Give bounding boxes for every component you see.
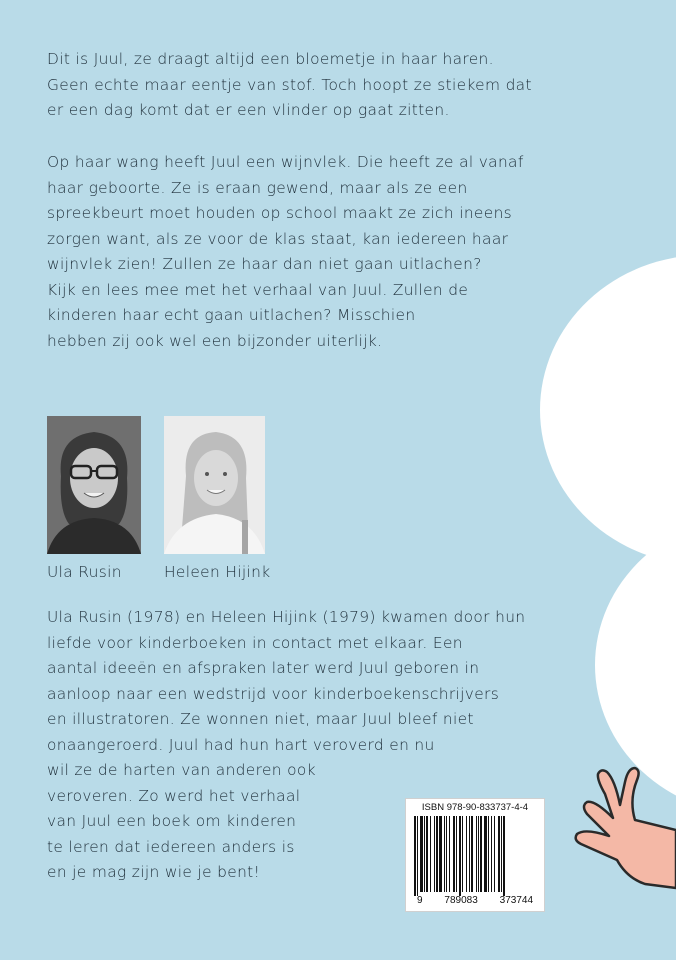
blurb-paragraph: Dit is Juul, ze draagt altijd een bloemetje in haar haren. Geen echte maar eentje van stof. Toch hoopt ze stiekem dat er een dag komt dat er een vlinder op gaat zitten. — [47, 50, 532, 119]
barcode-bar — [436, 816, 438, 892]
barcode-bar — [494, 816, 495, 892]
barcode-digit-group: 789083 — [444, 895, 478, 906]
blurb-paragraph: Op haar wang heeft Juul een wijnvlek. Die heeft ze al vanaf haar geboorte. Ze is eraan gewend, maar als ze een spreekbeurt moet houden op school maakt ze zich ineens zorgen want, als ze voor de klas staat, kan iedereen haar wijnvlek zien! Zullen ze haar dan niet gaan uitlachen? Kijk en lees mee met het verhaal van Juul. Zullen de kinderen haar echt gaan uitlachen? Misschien hebben zij ook wel een bijzonder uiterlijk. — [47, 153, 524, 350]
barcode-bar — [444, 816, 445, 892]
barcode-bar — [420, 816, 423, 892]
barcode-bar — [484, 816, 487, 892]
author-photo-ula-rusin — [47, 416, 141, 554]
barcode-bar — [424, 816, 425, 892]
barcode-bar — [503, 816, 505, 896]
barcode-bar — [501, 816, 502, 892]
author-bio: Ula Rusin (1978) en Heleen Hijink (1979) kwamen door hun liefde voor kinderboeken in contact met elkaar. Een aantal ideeën en afspraken later werd Juul geboren in aanloop naar een wedstrijd voor kinderboekenschrijvers en illustratoren. Ze wonnen niet, maar Juul bleef niet onaangeroerd. Juul had hun hart veroverd en nu wil ze de harten van anderen ook veroveren. Zo werd het verhaal van Juul een boek om kinderen te leren dat iedereen anders is en je mag zijn wie je bent! — [47, 608, 526, 881]
barcode-bar — [478, 816, 479, 892]
isbn-label: ISBN 978-90-833737-4-4 — [421, 802, 529, 813]
barcode-bar — [476, 816, 477, 892]
barcode-bars — [412, 816, 538, 896]
barcode-digit-group: 9 — [416, 895, 423, 906]
barcode-bar — [498, 816, 500, 892]
barcode-bar — [471, 816, 473, 892]
barcode-bar — [456, 816, 457, 892]
hand-illustration — [565, 760, 676, 900]
barcode-bar — [491, 816, 492, 892]
barcode-bar — [430, 816, 431, 892]
barcode-bar — [466, 816, 467, 892]
barcode-bar — [480, 816, 482, 892]
barcode-bar — [469, 816, 470, 892]
barcode-bar — [453, 816, 455, 892]
barcode-bar — [462, 816, 463, 892]
barcode-bar — [459, 816, 461, 896]
barcode-digit-group: 373744 — [499, 895, 534, 906]
barcode-bar — [449, 816, 450, 892]
author-name: Ula Rusin — [47, 563, 122, 581]
barcode-bar — [488, 816, 489, 892]
barcode-bar — [446, 816, 447, 892]
barcode-bar — [434, 816, 435, 892]
barcode-bar — [417, 816, 418, 896]
barcode-bar — [439, 816, 442, 892]
barcode-bar — [426, 816, 428, 892]
author-name: Heleen Hijink — [164, 563, 271, 581]
barcode-digits — [406, 895, 544, 906]
isbn-barcode — [405, 798, 545, 912]
author-photo-heleen-hijink — [164, 416, 265, 554]
barcode-bar — [414, 816, 416, 896]
